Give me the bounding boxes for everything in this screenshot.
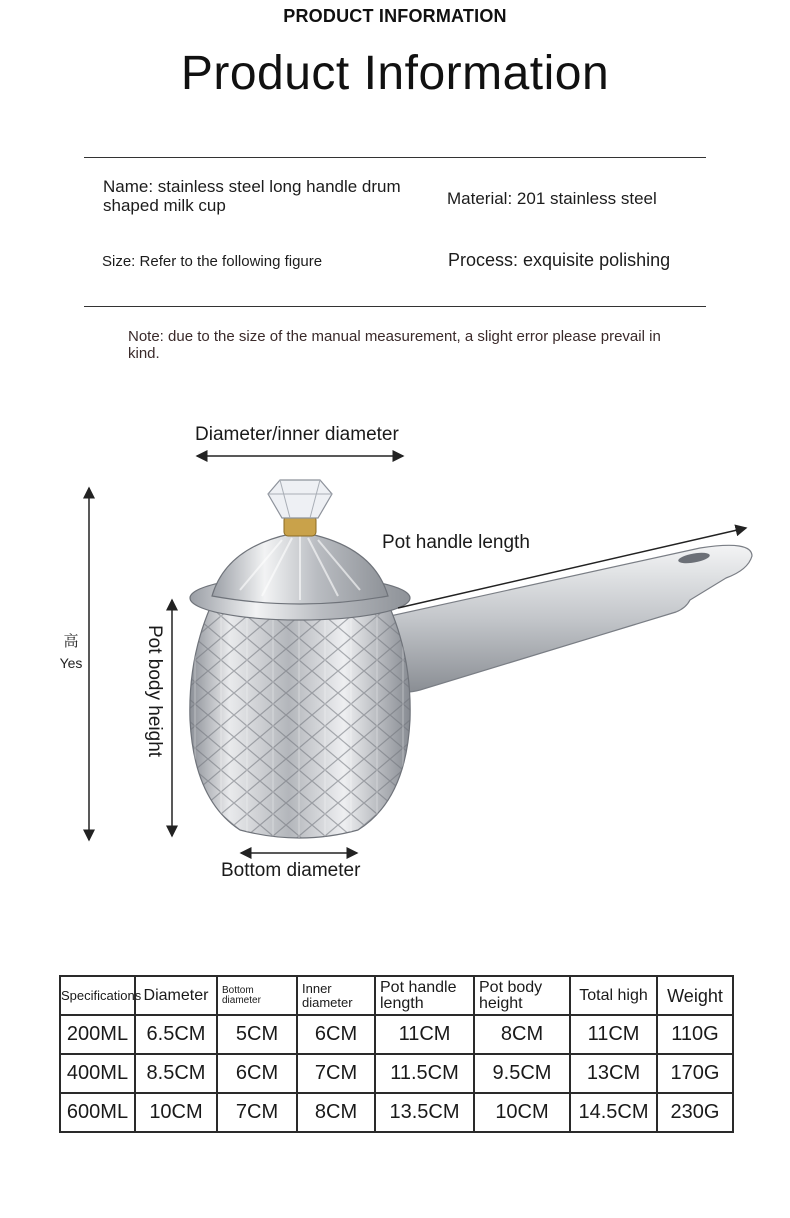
table-header: Pot body height xyxy=(474,976,570,1015)
table-cell: 200ML xyxy=(60,1015,135,1054)
table-cell: 11CM xyxy=(570,1015,657,1054)
total-height-glyph: 高 xyxy=(63,633,79,650)
table-row xyxy=(60,1054,733,1093)
table-cell: 14.5CM xyxy=(570,1093,657,1132)
table-cell: 6CM xyxy=(297,1015,375,1054)
product-material: Material: 201 stainless steel xyxy=(447,189,657,208)
table-cell: 110G xyxy=(657,1015,733,1054)
table-cell: 5CM xyxy=(217,1015,297,1054)
page-title: Product Information xyxy=(180,47,610,100)
table-header: Diameter xyxy=(135,976,217,1015)
table-cell: 6CM xyxy=(217,1054,297,1093)
product-process: Process: exquisite polishing xyxy=(448,250,671,270)
table-cell: 13CM xyxy=(570,1054,657,1093)
measurement-note: Note: due to the size of the manual measurement, a slight error please prevail in kind. xyxy=(128,328,661,362)
pot-handle xyxy=(372,545,752,692)
table-cell: 8CM xyxy=(474,1015,570,1054)
total-height-label xyxy=(56,630,86,671)
table-cell: 13.5CM xyxy=(375,1093,474,1132)
table-cell: 11CM xyxy=(375,1015,474,1054)
bottom-diameter-label: Bottom diameter xyxy=(221,860,361,881)
body-height-label: Pot body height xyxy=(144,625,165,758)
table-cell: 10CM xyxy=(135,1093,217,1132)
table-cell: 7CM xyxy=(217,1093,297,1132)
table-cell: 6.5CM xyxy=(135,1015,217,1054)
table-header: Bottom diameter xyxy=(217,976,297,1015)
table-header-row xyxy=(60,976,733,1015)
table-cell: 9.5CM xyxy=(474,1054,570,1093)
top-label: PRODUCT INFORMATION xyxy=(283,6,507,26)
handle-length-label: Pot handle length xyxy=(382,532,530,553)
product-name: Name: stainless steel long handle drum shaped milk cup xyxy=(103,177,401,215)
crystal-knob xyxy=(268,480,332,518)
knob-collar xyxy=(284,516,316,536)
table-header: Pot handle length xyxy=(375,976,474,1015)
table-header: Specifications xyxy=(60,976,135,1015)
table-header: Inner diameter xyxy=(297,976,375,1015)
table-cell: 400ML xyxy=(60,1054,135,1093)
table-cell: 170G xyxy=(657,1054,733,1093)
divider-top xyxy=(84,157,706,158)
table-cell: 8.5CM xyxy=(135,1054,217,1093)
table-cell: 600ML xyxy=(60,1093,135,1132)
divider-bottom xyxy=(84,306,706,307)
diameter-label: Diameter/inner diameter xyxy=(195,424,399,445)
total-height-text: Yes xyxy=(59,655,83,671)
product-size: Size: Refer to the following figure xyxy=(102,253,323,270)
table-cell: 7CM xyxy=(297,1054,375,1093)
table-cell: 230G xyxy=(657,1093,733,1132)
table-row xyxy=(60,1093,733,1132)
table-cell: 8CM xyxy=(297,1093,375,1132)
spec-table xyxy=(59,975,734,1133)
table-cell: 11.5CM xyxy=(375,1054,474,1093)
product-diagram xyxy=(0,380,790,900)
table-row xyxy=(60,1015,733,1054)
table-cell: 10CM xyxy=(474,1093,570,1132)
pot-body-texture xyxy=(190,608,410,838)
table-header: Total high xyxy=(570,976,657,1015)
table-header: Weight xyxy=(657,976,733,1015)
